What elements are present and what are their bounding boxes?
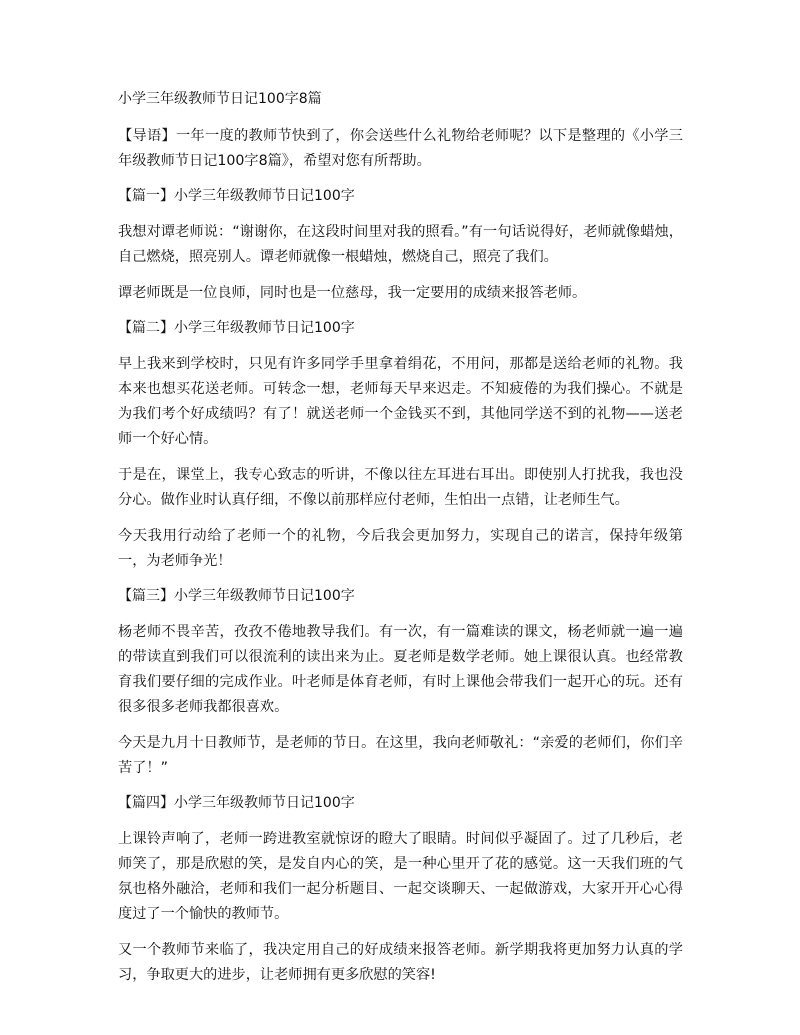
section-2-paragraph-2: 于是在，课堂上，我专心致志的听讲，不像以往左耳进右耳出。即使别人打扰我，我也没分心。做作业时认真仔细，不像以前那样应付老师，生怕出一点错，让老师生气。 — [118, 467, 683, 508]
intro-paragraph: 【导语】一年一度的教师节快到了，你会送些什么礼物给老师呢？以下是整理的《小学三年级教师节日记100字8篇》，希望对您有所帮助。 — [118, 128, 683, 169]
section-2-paragraph-3: 今天我用行动给了老师一个的礼物，今后我会更加努力，实现自己的诺言，保持年级第一，为老师争光！ — [118, 528, 683, 569]
section-1-paragraph-1: 我想对谭老师说：“谢谢你，在这段时间里对我的照看。”有一句话说得好，老师就像蜡烛，自己燃烧，照亮别人。谭老师就像一根蜡烛，燃烧自己，照亮了我们。 — [118, 224, 683, 265]
section-1-heading: 【篇一】小学三年级教师节日记100字 — [118, 188, 355, 204]
section-1-paragraph-2: 谭老师既是一位良师，同时也是一位慈母，我一定要用的成绩来报答老师。 — [118, 285, 587, 301]
section-4-heading: 【篇四】小学三年级教师节日记100字 — [118, 795, 355, 811]
document-page — [118, 88, 683, 999]
section-4-paragraph-1: 上课铃声响了，老师一跨进教室就惊讶的瞪大了眼睛。时间似乎凝固了。过了几秒后，老师笑了，那是欣慰的笑，是发自内心的笑，是一种心里开了花的感觉。这一天我们班的气氛也格外融洽，老师和我们一起分析题目、一起交谈聊天、一起做游戏，大家开开心心得度过了一个愉快的教师节。 — [118, 831, 683, 922]
section-2-heading: 【篇二】小学三年级教师节日记100字 — [118, 320, 355, 336]
section-3-paragraph-1: 杨老师不畏辛苦，孜孜不倦地教导我们。有一次，有一篇难读的课文，杨老师就一遍一遍的带读直到我们可以很流利的读出来为止。夏老师是数学老师。她上课很认真。也经常教育我们要仔细的完成作业。叶老师是体育老师，有时上课他会带我们一起开心的玩。还有很多很多老师我都很喜欢。 — [118, 624, 683, 715]
section-4-paragraph-2: 又一个教师节来临了，我决定用自己的好成绩来报答老师。新学期我将更加努力认真的学习，争取更大的进步，让老师拥有更多欣慰的笑容! — [118, 942, 683, 983]
section-3-paragraph-2: 今天是九月十日教师节，是老师的节日。在这里，我向老师敬礼：“亲爱的老师们，你们辛苦了！” — [118, 735, 683, 776]
section-3-heading: 【篇三】小学三年级教师节日记100字 — [118, 588, 355, 604]
section-2-paragraph-1: 早上我来到学校时，只见有许多同学手里拿着绢花，不用问，那都是送给老师的礼物。我本来也想买花送老师。可转念一想，老师每天早来迟走。不知疲倦的为我们操心。不就是为我们考个好成绩吗？有了！就送老师一个金钱买不到，其他同学送不到的礼物——送老师一个好心情。 — [118, 356, 683, 447]
document-title: 小学三年级教师节日记100字8篇 — [118, 91, 322, 107]
